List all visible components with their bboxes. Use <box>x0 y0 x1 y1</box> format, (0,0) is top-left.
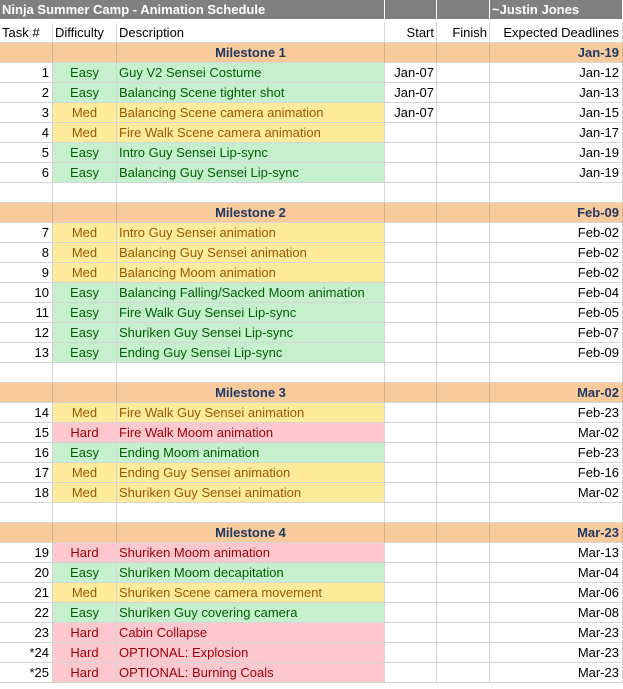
task-number[interactable]: 8 <box>0 243 53 263</box>
task-description[interactable]: Shuriken Moom decapitation <box>117 563 385 583</box>
milestone-deadline[interactable]: Mar-02 <box>490 383 623 403</box>
empty-cell[interactable] <box>490 503 623 523</box>
task-row <box>0 223 623 243</box>
milestone-cell[interactable] <box>53 43 117 63</box>
task-row <box>0 643 623 663</box>
task-deadline[interactable]: Mar-08 <box>490 603 623 623</box>
task-number[interactable]: 20 <box>0 563 53 583</box>
task-start[interactable] <box>385 483 437 503</box>
task-deadline[interactable]: Mar-23 <box>490 623 623 643</box>
task-deadline[interactable]: Feb-04 <box>490 283 623 303</box>
empty-cell[interactable] <box>53 503 117 523</box>
task-start[interactable] <box>385 423 437 443</box>
task-description[interactable]: Balancing Guy Sensei Lip-sync <box>117 163 385 183</box>
task-finish[interactable] <box>437 403 490 423</box>
task-start[interactable] <box>385 323 437 343</box>
task-description[interactable]: Ending Guy Sensei animation <box>117 463 385 483</box>
task-finish[interactable] <box>437 123 490 143</box>
task-difficulty[interactable]: Hard <box>53 663 117 683</box>
task-finish[interactable] <box>437 243 490 263</box>
task-difficulty[interactable]: Easy <box>53 563 117 583</box>
task-row <box>0 623 623 643</box>
milestone-row <box>0 203 623 223</box>
task-number[interactable]: *24 <box>0 643 53 663</box>
task-description[interactable]: Balancing Scene camera animation <box>117 103 385 123</box>
task-finish[interactable] <box>437 263 490 283</box>
task-start[interactable]: Jan-07 <box>385 83 437 103</box>
task-start[interactable] <box>385 243 437 263</box>
milestone-cell[interactable] <box>0 523 53 543</box>
task-deadline[interactable]: Feb-02 <box>490 223 623 243</box>
task-deadline[interactable]: Mar-23 <box>490 643 623 663</box>
milestone-label[interactable]: Milestone 3 <box>117 383 385 403</box>
empty-cell[interactable] <box>117 363 385 383</box>
task-start[interactable] <box>385 163 437 183</box>
task-row <box>0 403 623 423</box>
milestone-row <box>0 523 623 543</box>
task-difficulty[interactable]: Easy <box>53 323 117 343</box>
task-row <box>0 423 623 443</box>
task-number[interactable]: 2 <box>0 83 53 103</box>
author-name[interactable]: ~Justin Jones <box>490 0 623 20</box>
task-difficulty[interactable]: Easy <box>53 443 117 463</box>
task-start[interactable] <box>385 143 437 163</box>
task-start[interactable] <box>385 583 437 603</box>
task-row <box>0 263 623 283</box>
task-number[interactable]: 23 <box>0 623 53 643</box>
task-deadline[interactable]: Mar-04 <box>490 563 623 583</box>
task-description[interactable]: Balancing Falling/Sacked Moom animation <box>117 283 385 303</box>
blank-row <box>0 503 623 523</box>
task-difficulty[interactable]: Easy <box>53 163 117 183</box>
task-difficulty[interactable]: Hard <box>53 423 117 443</box>
task-row <box>0 163 623 183</box>
task-deadline[interactable]: Feb-23 <box>490 403 623 423</box>
sheet-title[interactable]: Ninja Summer Camp - Animation Schedule <box>0 0 385 20</box>
header-start[interactable]: Start <box>385 23 437 43</box>
task-finish[interactable] <box>437 143 490 163</box>
task-difficulty[interactable]: Med <box>53 123 117 143</box>
task-row <box>0 603 623 623</box>
milestone-deadline[interactable]: Feb-09 <box>490 203 623 223</box>
task-start[interactable] <box>385 623 437 643</box>
task-finish[interactable] <box>437 663 490 683</box>
task-difficulty[interactable]: Easy <box>53 343 117 363</box>
task-deadline[interactable]: Feb-07 <box>490 323 623 343</box>
header-description[interactable]: Description <box>117 23 385 43</box>
task-finish[interactable] <box>437 63 490 83</box>
task-difficulty[interactable]: Med <box>53 483 117 503</box>
task-description[interactable]: Shuriken Moom animation <box>117 543 385 563</box>
task-number[interactable]: 15 <box>0 423 53 443</box>
task-difficulty[interactable]: Easy <box>53 603 117 623</box>
milestone-cell[interactable] <box>385 43 437 63</box>
header-deadline[interactable]: Expected Deadlines <box>490 23 623 43</box>
task-deadline[interactable]: Jan-17 <box>490 123 623 143</box>
milestone-cell[interactable] <box>385 523 437 543</box>
task-number[interactable]: 3 <box>0 103 53 123</box>
task-description[interactable]: Intro Guy Sensei Lip-sync <box>117 143 385 163</box>
milestone-row <box>0 43 623 63</box>
task-difficulty[interactable]: Easy <box>53 63 117 83</box>
task-number[interactable]: 7 <box>0 223 53 243</box>
task-number[interactable]: 5 <box>0 143 53 163</box>
task-description[interactable]: Guy V2 Sensei Costume <box>117 63 385 83</box>
task-row <box>0 283 623 303</box>
task-number[interactable]: 10 <box>0 283 53 303</box>
task-start[interactable]: Jan-07 <box>385 63 437 83</box>
task-start[interactable] <box>385 463 437 483</box>
task-row <box>0 243 623 263</box>
task-deadline[interactable]: Mar-02 <box>490 483 623 503</box>
task-finish[interactable] <box>437 283 490 303</box>
task-start[interactable] <box>385 443 437 463</box>
task-difficulty[interactable]: Med <box>53 583 117 603</box>
task-difficulty[interactable]: Med <box>53 103 117 123</box>
milestone-cell[interactable] <box>53 523 117 543</box>
header-finish[interactable]: Finish <box>437 23 490 43</box>
empty-cell[interactable] <box>53 183 117 203</box>
task-deadline[interactable]: Feb-09 <box>490 343 623 363</box>
milestone-deadline[interactable]: Mar-23 <box>490 523 623 543</box>
task-difficulty[interactable]: Hard <box>53 543 117 563</box>
title-blank-cell[interactable] <box>437 0 490 20</box>
milestone-cell[interactable] <box>53 203 117 223</box>
empty-cell[interactable] <box>53 363 117 383</box>
task-start[interactable]: Jan-07 <box>385 103 437 123</box>
task-difficulty[interactable]: Med <box>53 403 117 423</box>
task-finish[interactable] <box>437 603 490 623</box>
task-deadline[interactable]: Mar-13 <box>490 543 623 563</box>
task-description[interactable]: OPTIONAL: Burning Coals <box>117 663 385 683</box>
task-description[interactable]: Shuriken Guy covering camera <box>117 603 385 623</box>
task-start[interactable] <box>385 283 437 303</box>
milestone-cell[interactable] <box>437 523 490 543</box>
task-row <box>0 63 623 83</box>
task-difficulty[interactable]: Easy <box>53 143 117 163</box>
milestone-cell[interactable] <box>437 203 490 223</box>
task-start[interactable] <box>385 223 437 243</box>
empty-cell[interactable] <box>0 363 53 383</box>
task-number[interactable]: 21 <box>0 583 53 603</box>
task-row <box>0 663 623 683</box>
task-description[interactable]: OPTIONAL: Explosion <box>117 643 385 663</box>
task-deadline[interactable]: Mar-23 <box>490 663 623 683</box>
task-finish[interactable] <box>437 623 490 643</box>
task-start[interactable] <box>385 603 437 623</box>
task-difficulty[interactable]: Med <box>53 263 117 283</box>
task-difficulty[interactable]: Med <box>53 243 117 263</box>
task-deadline[interactable]: Jan-12 <box>490 63 623 83</box>
task-row <box>0 443 623 463</box>
task-deadline[interactable]: Jan-15 <box>490 103 623 123</box>
task-number[interactable]: 12 <box>0 323 53 343</box>
milestone-cell[interactable] <box>53 383 117 403</box>
task-row <box>0 103 623 123</box>
task-start[interactable] <box>385 343 437 363</box>
task-row <box>0 83 623 103</box>
task-description[interactable]: Balancing Guy Sensei animation <box>117 243 385 263</box>
task-finish[interactable] <box>437 643 490 663</box>
header-task-num[interactable]: Task # <box>0 23 53 43</box>
task-start[interactable] <box>385 663 437 683</box>
task-number[interactable]: *25 <box>0 663 53 683</box>
blank-row <box>0 363 623 383</box>
milestone-cell[interactable] <box>437 383 490 403</box>
task-finish[interactable] <box>437 103 490 123</box>
task-row <box>0 123 623 143</box>
header-difficulty[interactable]: Difficulty <box>53 23 117 43</box>
task-number[interactable]: 4 <box>0 123 53 143</box>
task-finish[interactable] <box>437 303 490 323</box>
task-difficulty[interactable]: Med <box>53 223 117 243</box>
task-row <box>0 343 623 363</box>
task-description[interactable]: Balancing Scene tighter shot <box>117 83 385 103</box>
task-deadline[interactable]: Jan-13 <box>490 83 623 103</box>
task-deadline[interactable]: Feb-05 <box>490 303 623 323</box>
task-deadline[interactable]: Feb-16 <box>490 463 623 483</box>
task-finish[interactable] <box>437 443 490 463</box>
task-row <box>0 463 623 483</box>
task-row <box>0 583 623 603</box>
title-blank-cell[interactable] <box>385 0 437 20</box>
empty-cell[interactable] <box>385 363 437 383</box>
task-deadline[interactable]: Mar-06 <box>490 583 623 603</box>
empty-cell[interactable] <box>437 503 490 523</box>
task-description[interactable]: Shuriken Scene camera movement <box>117 583 385 603</box>
milestone-cell[interactable] <box>0 203 53 223</box>
task-finish[interactable] <box>437 343 490 363</box>
task-start[interactable] <box>385 403 437 423</box>
task-difficulty[interactable]: Easy <box>53 303 117 323</box>
blank-row <box>0 183 623 203</box>
task-description[interactable]: Fire Walk Scene camera animation <box>117 123 385 143</box>
task-description[interactable]: Shuriken Guy Sensei animation <box>117 483 385 503</box>
milestone-cell[interactable] <box>385 383 437 403</box>
task-number[interactable]: 16 <box>0 443 53 463</box>
empty-cell[interactable] <box>385 503 437 523</box>
task-deadline[interactable]: Jan-19 <box>490 163 623 183</box>
task-number[interactable]: 6 <box>0 163 53 183</box>
task-finish[interactable] <box>437 483 490 503</box>
task-number[interactable]: 11 <box>0 303 53 323</box>
task-finish[interactable] <box>437 423 490 443</box>
task-row <box>0 483 623 503</box>
task-deadline[interactable]: Feb-02 <box>490 263 623 283</box>
task-difficulty[interactable]: Med <box>53 463 117 483</box>
milestone-cell[interactable] <box>437 43 490 63</box>
task-number[interactable]: 1 <box>0 63 53 83</box>
empty-cell[interactable] <box>490 363 623 383</box>
task-row <box>0 323 623 343</box>
task-number[interactable]: 9 <box>0 263 53 283</box>
task-row <box>0 143 623 163</box>
milestone-row <box>0 383 623 403</box>
empty-cell[interactable] <box>0 183 53 203</box>
task-deadline[interactable]: Jan-19 <box>490 143 623 163</box>
task-finish[interactable] <box>437 563 490 583</box>
task-deadline[interactable]: Feb-02 <box>490 243 623 263</box>
task-description[interactable]: Balancing Moom animation <box>117 263 385 283</box>
task-row <box>0 543 623 563</box>
task-row <box>0 303 623 323</box>
task-description[interactable]: Ending Moom animation <box>117 443 385 463</box>
task-finish[interactable] <box>437 463 490 483</box>
empty-cell[interactable] <box>117 503 385 523</box>
task-finish[interactable] <box>437 543 490 563</box>
task-difficulty[interactable]: Easy <box>53 83 117 103</box>
task-number[interactable]: 18 <box>0 483 53 503</box>
task-number[interactable]: 22 <box>0 603 53 623</box>
milestone-label[interactable]: Milestone 2 <box>117 203 385 223</box>
empty-cell[interactable] <box>490 183 623 203</box>
task-difficulty[interactable]: Easy <box>53 283 117 303</box>
task-finish[interactable] <box>437 323 490 343</box>
empty-cell[interactable] <box>117 183 385 203</box>
task-number[interactable]: 17 <box>0 463 53 483</box>
task-deadline[interactable]: Feb-23 <box>490 443 623 463</box>
milestone-cell[interactable] <box>0 383 53 403</box>
task-finish[interactable] <box>437 163 490 183</box>
task-finish[interactable] <box>437 223 490 243</box>
task-description[interactable]: Fire Walk Guy Sensei animation <box>117 403 385 423</box>
milestone-cell[interactable] <box>0 43 53 63</box>
task-start[interactable] <box>385 563 437 583</box>
task-start[interactable] <box>385 643 437 663</box>
task-description[interactable]: Fire Walk Moom animation <box>117 423 385 443</box>
task-finish[interactable] <box>437 583 490 603</box>
task-number[interactable]: 13 <box>0 343 53 363</box>
task-difficulty[interactable]: Hard <box>53 623 117 643</box>
empty-cell[interactable] <box>437 363 490 383</box>
task-row <box>0 563 623 583</box>
task-start[interactable] <box>385 303 437 323</box>
task-description[interactable]: Intro Guy Sensei animation <box>117 223 385 243</box>
task-description[interactable]: Fire Walk Guy Sensei Lip-sync <box>117 303 385 323</box>
milestone-deadline[interactable]: Jan-19 <box>490 43 623 63</box>
task-start[interactable] <box>385 123 437 143</box>
title-row <box>0 0 623 20</box>
milestone-label[interactable]: Milestone 1 <box>117 43 385 63</box>
task-description[interactable]: Cabin Collapse <box>117 623 385 643</box>
column-header-row <box>0 23 623 43</box>
task-difficulty[interactable]: Hard <box>53 643 117 663</box>
empty-cell[interactable] <box>437 183 490 203</box>
milestone-label[interactable]: Milestone 4 <box>117 523 385 543</box>
milestone-cell[interactable] <box>385 203 437 223</box>
task-start[interactable] <box>385 263 437 283</box>
task-number[interactable]: 19 <box>0 543 53 563</box>
empty-cell[interactable] <box>0 503 53 523</box>
task-number[interactable]: 14 <box>0 403 53 423</box>
task-deadline[interactable]: Mar-02 <box>490 423 623 443</box>
empty-cell[interactable] <box>385 183 437 203</box>
task-description[interactable]: Shuriken Guy Sensei Lip-sync <box>117 323 385 343</box>
task-finish[interactable] <box>437 83 490 103</box>
task-start[interactable] <box>385 543 437 563</box>
task-description[interactable]: Ending Guy Sensei Lip-sync <box>117 343 385 363</box>
